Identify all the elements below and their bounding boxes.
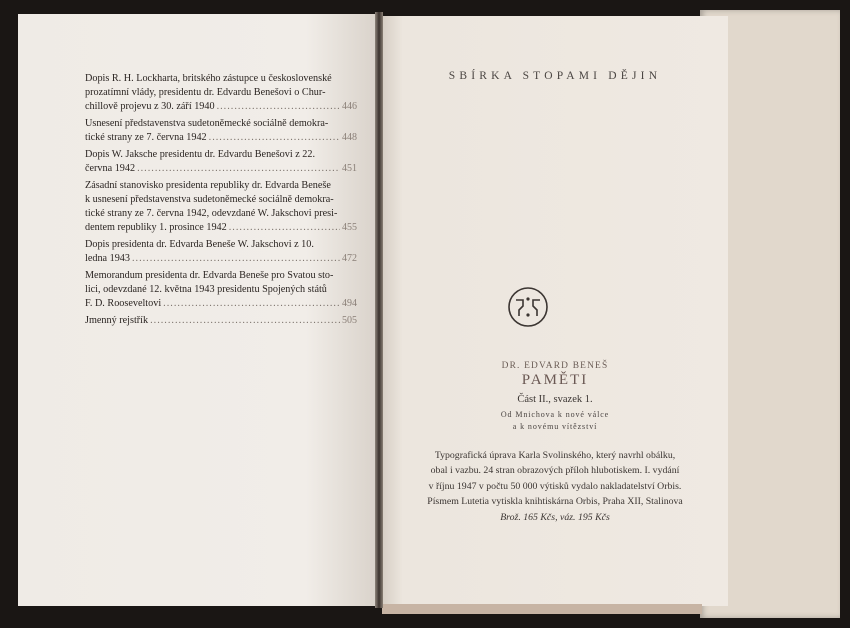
leader-dots <box>132 252 340 266</box>
toc-page-number: 448 <box>342 132 357 143</box>
toc-line: k usnesení představenstva sudetoněmecké sociálně demokra- <box>85 194 334 205</box>
toc-page-number: 472 <box>342 253 357 264</box>
toc-line: dentem republiky 1. prosince 1942 <box>85 222 227 233</box>
toc-line: Jmenný rejstřík <box>85 315 149 326</box>
toc-line: tické strany ze 7. června 1942 <box>85 132 207 143</box>
toc-entry <box>85 314 357 328</box>
toc-line: Dopis W. Jaksche presidentu dr. Edvardu Benešovi z 22. <box>85 149 316 160</box>
toc-page-number: 451 <box>342 163 357 174</box>
series-title: SBÍRKA STOPAMI DĚJIN <box>448 70 662 82</box>
toc-page-number: 455 <box>342 222 357 233</box>
imprint-line: v říjnu 1947 v počtu 50 000 výtisků vydalo nakladatelství Orbis. <box>428 480 682 492</box>
toc-line: června 1942 <box>85 163 136 174</box>
toc-page-number: 505 <box>342 315 357 326</box>
subtitle-line: Od Mnichova k nové válce <box>500 410 610 419</box>
toc-entry <box>85 269 357 311</box>
price-line: Brož. 165 Kčs, váz. 195 Kčs <box>500 511 610 523</box>
leader-dots <box>163 297 340 311</box>
toc-line: tické strany ze 7. června 1942, odevzdané W. Jakschovi presi- <box>85 208 338 219</box>
toc-line: Memorandum presidenta dr. Edvarda Beneše pro Svatou sto- <box>85 270 334 281</box>
imprint-line: obal i vazbu. 24 stran obrazových příloh hlubotiskem. I. vydání <box>430 465 680 477</box>
imprint-line: Písmem Lutetia vytiskla knihtiskárna Orbis, Praha XII, Stalinova <box>427 496 683 508</box>
toc-entry <box>85 72 357 114</box>
toc-line: Zásadní stanovisko presidenta republiky dr. Edvarda Beneše <box>85 180 331 191</box>
page-edge <box>382 604 702 614</box>
leader-dots <box>150 314 340 328</box>
toc-line: ledna 1943 <box>85 253 130 264</box>
toc-line: chillově projevu z 30. září 1940 <box>85 101 215 112</box>
toc-line: Dopis presidenta dr. Edvarda Beneše W. Jakschovi z 10. <box>85 239 314 250</box>
leader-dots <box>137 162 340 176</box>
toc-page-number: 494 <box>342 298 357 309</box>
toc-entry <box>85 238 357 266</box>
toc-entry <box>85 148 357 176</box>
volume-part: Část II., svazek 1. <box>517 394 593 405</box>
leader-dots <box>209 131 340 145</box>
book-title: PAMĚTI <box>521 372 589 388</box>
toc-line: lici, odevzdané 12. května 1943 presidentu Spojených států <box>85 284 327 295</box>
subtitle-line: a k novému vítězství <box>512 422 598 431</box>
imprint-line: Typografická úprava Karla Svolinského, který navrhl obálku, <box>434 450 676 461</box>
toc-page-number: 446 <box>342 101 357 112</box>
toc-line: Dopis R. H. Lockharta, britského zástupce u československé <box>85 73 332 84</box>
author-name: DR. EDVARD BENEŠ <box>501 361 609 371</box>
subtitle <box>382 409 728 433</box>
toc-entry <box>85 117 357 145</box>
leader-dots <box>217 100 340 114</box>
imprint <box>382 448 728 525</box>
toc-entry <box>85 179 357 235</box>
leader-dots <box>229 221 340 235</box>
orbis-emblem-icon <box>507 286 549 328</box>
toc-line: Usnesení představenstva sudetoněmecké sociálně demokra- <box>85 118 329 129</box>
toc-line: F. D. Rooseveltovi <box>85 298 162 309</box>
table-of-contents <box>85 72 357 331</box>
toc-line: prozatímní vlády, presidentu dr. Edvardu Benešovi o Chur- <box>85 87 326 98</box>
